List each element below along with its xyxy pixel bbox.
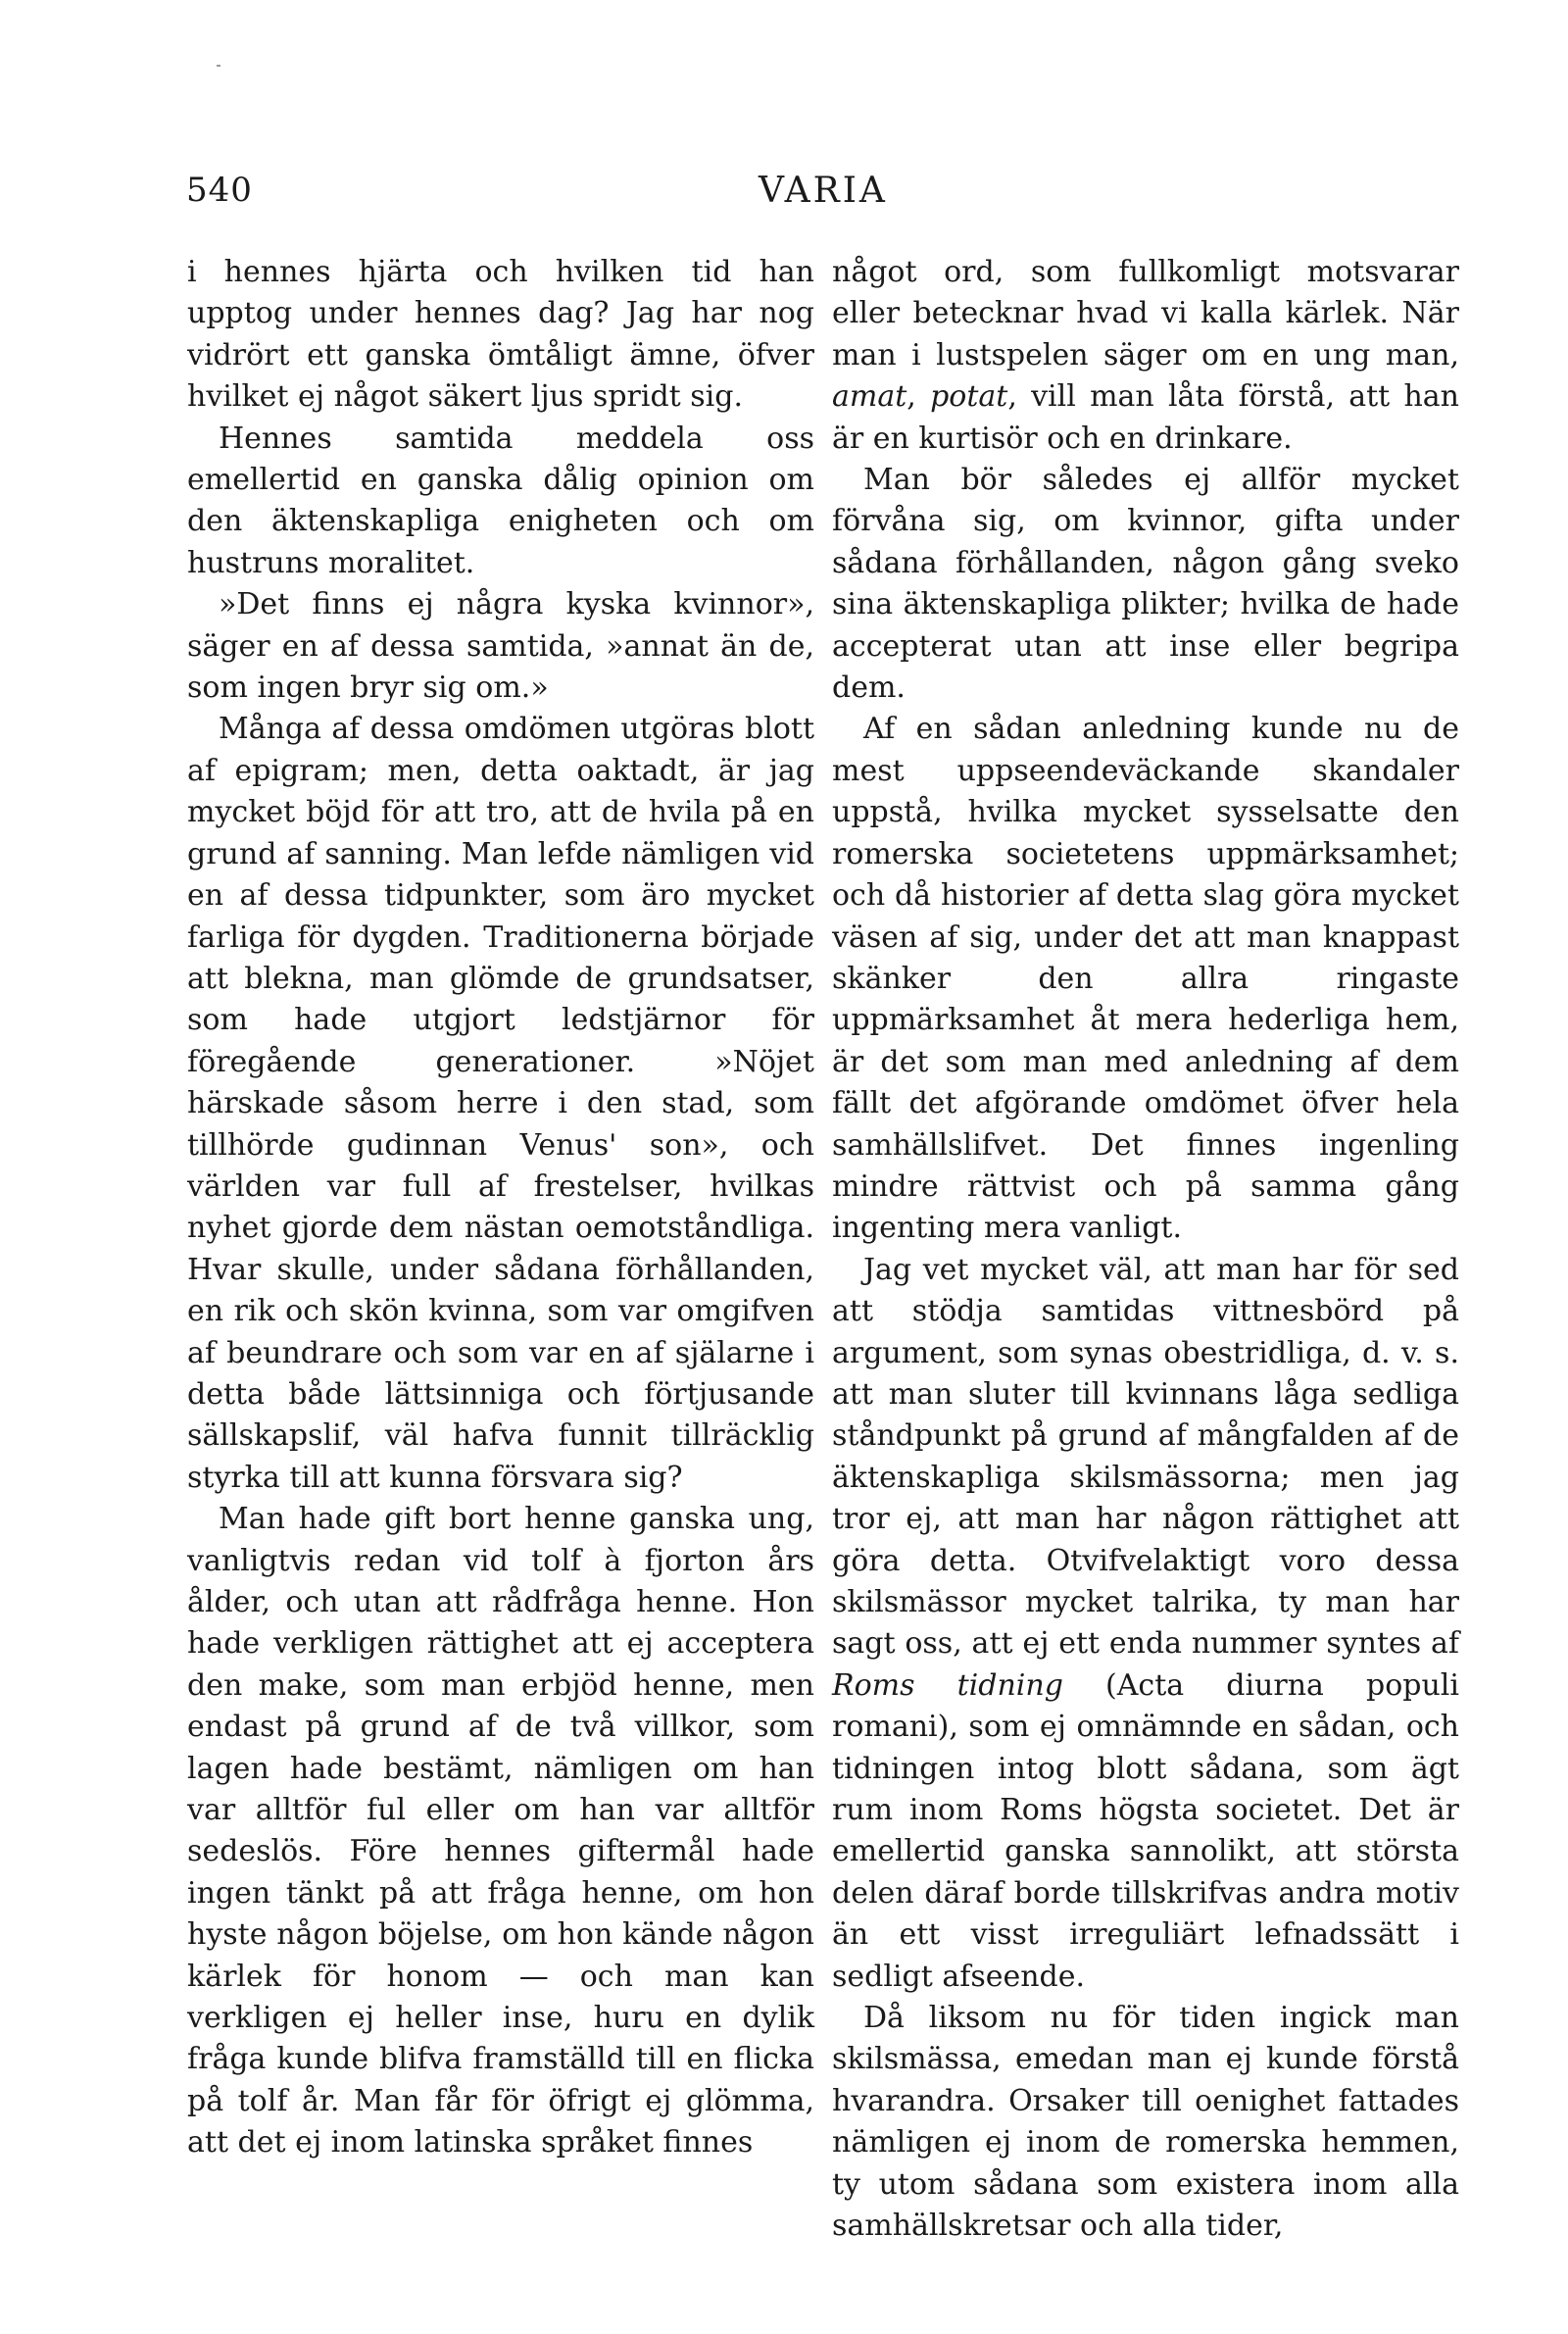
running-head: VARIA [759, 171, 888, 211]
italic-term: potat [930, 379, 1008, 415]
paragraph [832, 1250, 1459, 1998]
page-header [186, 171, 1460, 220]
paragraph: Då liksom nu för tiden ingick man skilsmässa, emedan man ej kunde förstå hvarandra. Orsaker till oenighet fattades nämligen ej inom de romerska hemmen, ty utom sådana som existera inom alla samhällskretsar och alla tider, [832, 2001, 1459, 2244]
page-number: 540 [186, 171, 253, 210]
paragraph: Man bör således ej allför mycket förvåna sig, om kvinnor, gifta under sådana förhållanden, någon gång sveko sina äktenskapliga plikter; hvilka de hade accepterat utan att inse eller begripa dem. [832, 463, 1459, 706]
text-run: (Acta diurna populi romani), som ej omnämnde en sådan, och tidningen intog blott sådana, som ägt rum inom Roms högsta societet. Det är emellertid ganska sannolikt, att största delen däraf borde tillskrifvas andra motiv än ett visst irreguliärt lefnadssätt i sedligt afseende. [832, 1667, 1459, 1994]
paragraph: Hennes samtida meddela oss emellertid en ganska dålig opinion om den äktenskapliga enigheten och om hustruns moralitet. [187, 421, 814, 580]
paragraph: Många af dessa omdömen utgöras blott af epigram; men, detta oaktadt, är jag mycket böjd för att tro, att de hvila på en grund af sanning. Man lefde nämligen vid en af dessa tidpunkter, som äro mycket farliga för dygden. Traditionerna började att blekna, man glömde de grundsatser, som hade utgjort ledstjärnor för föregående generationer. »Nöjet härskade såsom herre i den stad, som tillhörde gudinnan Venus' son», och världen var full af frestelser, hvilkas nyhet gjorde dem nästan oemotståndliga. Hvar skulle, under sådana förhållanden, en rik och skön kvinna, som var omgifven af beundrare och som var en af själarne i detta både lättsinniga och förtjusande sällskapslif, väl hafva funnit tillräcklig styrka till att kunna försvara sig? [187, 712, 814, 1495]
paragraph [832, 252, 1459, 460]
paragraph: »Det finns ej några kyska kvinnor», säger en af dessa samtida, »annat än de, som ingen bryr sig om.» [187, 587, 814, 706]
print-speck [217, 65, 220, 67]
paragraph: i hennes hjärta och hvilken tid han upptog under hennes dag? Jag har nog vidrört ett ganska ömtåligt ämne, öfver hvilket ej något säkert ljus spridt sig. [187, 255, 814, 415]
italic-term: amat [832, 379, 907, 415]
text-run: , [906, 379, 931, 415]
right-column [832, 252, 1459, 2248]
text-run: , vill man låta förstå, att han är en kurtisör och en drinkare. [832, 379, 1459, 456]
paragraph: Man hade gift bort henne ganska ung, vanligtvis redan vid tolf à fjorton års ålder, och utan att rådfråga henne. Hon hade verkligen rättighet att ej acceptera den make, som man erbjöd henne, men endast på grund af de två villkor, som lagen hade bestämt, nämligen om han var alltför ful eller om han var alltför sedeslös. Före hennes giftermål hade ingen tänkt på att fråga henne, om hon hyste någon böjelse, om hon kände någon kärlek för honom — och man kan verkligen ej heller inse, huru en dylik fråga kunde blifva framställd till en flicka på tolf år. Man får för öfrigt ej glömma, att det ej inom latinska språket finnes [187, 1502, 814, 2160]
italic-term: Roms tidning [832, 1667, 1063, 1703]
text-run: något ord, som fullkomligt motsvarar eller betecknar hvad vi kalla kärlek. När man i lustspelen säger om en ung man, [832, 255, 1459, 372]
paragraph: Af en sådan anledning kunde nu de mest uppseendeväckande skandaler uppstå, hvilka mycket sysselsatte den romerska societetens uppmärksamhet; och då historier af detta slag göra mycket väsen af sig, under det att man knappast skänker den allra ringaste uppmärksamhet åt mera hederliga hem, är det som man med anledning af dem fällt det afgörande omdömet öfver hela samhällslifvet. Det finnes ingenling mindre rättvist och på samma gång ingenting mera vanligt. [832, 712, 1459, 1246]
left-column [187, 252, 814, 2164]
text-run: Jag vet mycket väl, att man har för sed att stödja samtidas vittnesbörd på argument, som synas obestridliga, d. v. s. att man sluter till kvinnans låga sedliga ståndpunkt på grund af mångfalden af de äktenskapliga skilsmässorna; men jag tror ej, att man har någon rättighet att göra detta. Otvifvelaktigt voro dessa skilsmässor mycket talrika, ty man har sagt oss, att ej ett enda nummer syntes af [832, 1252, 1459, 1662]
